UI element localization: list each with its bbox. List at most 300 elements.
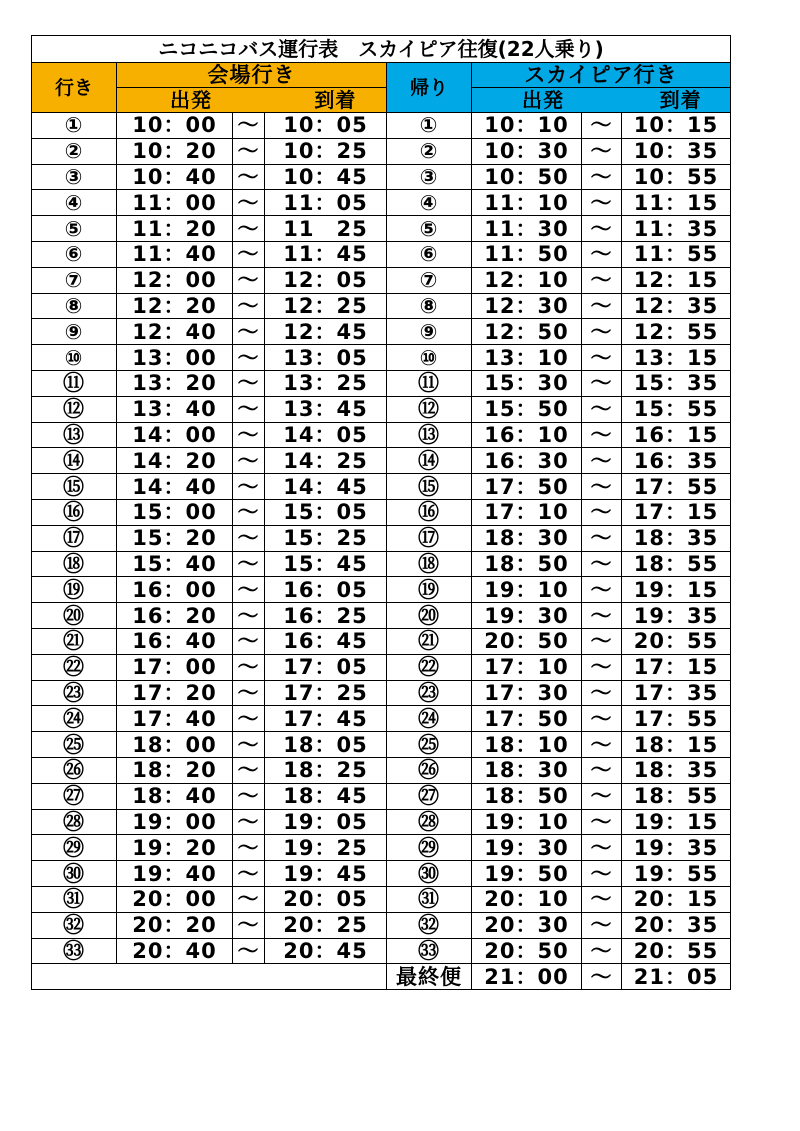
return-depart-time: 20：30 (472, 912, 582, 938)
outbound-depart-time: 10：40 (117, 164, 233, 190)
outbound-arrive-time: 11：05 (265, 190, 387, 216)
return-depart-time: 18：10 (472, 732, 582, 758)
outbound-depart-time: 20：20 (117, 912, 233, 938)
table-row (32, 809, 731, 835)
outbound-arrive-header: 到着 (314, 88, 357, 112)
outbound-trip-number: ⑫ (32, 396, 117, 422)
table-row (32, 783, 731, 809)
outbound-separator: ～ (233, 474, 265, 500)
outbound-depart-time: 17：40 (117, 706, 233, 732)
return-separator: ～ (582, 654, 622, 680)
return-separator: ～ (582, 577, 622, 603)
return-depart-time: 10：30 (472, 138, 582, 164)
return-depart-time: 11：50 (472, 241, 582, 267)
outbound-separator: ～ (233, 912, 265, 938)
return-separator: ～ (582, 190, 622, 216)
return-depart-time: 12：50 (472, 319, 582, 345)
return-trip-number: ㉗ (387, 783, 472, 809)
return-separator: ～ (582, 680, 622, 706)
outbound-trip-number: ㉒ (32, 654, 117, 680)
return-trip-number: ⑯ (387, 499, 472, 525)
outbound-trip-number: ㉕ (32, 732, 117, 758)
return-arrive-time: 18：15 (622, 732, 731, 758)
return-separator: ～ (582, 396, 622, 422)
return-depart-time: 15：30 (472, 370, 582, 396)
outbound-arrive-time: 13：05 (265, 345, 387, 371)
outbound-trip-number: ⑤ (32, 216, 117, 242)
return-arrive-time: 17：55 (622, 474, 731, 500)
return-arrive-time: 15：55 (622, 396, 731, 422)
outbound-arrive-time: 15：25 (265, 525, 387, 551)
return-depart-time: 20：50 (472, 628, 582, 654)
return-trip-number: ㉔ (387, 706, 472, 732)
outbound-trip-number: ㉓ (32, 680, 117, 706)
outbound-arrive-time: 12：05 (265, 267, 387, 293)
return-depart-time: 19：30 (472, 603, 582, 629)
outbound-depart-time: 19：20 (117, 835, 233, 861)
outbound-arrive-time: 12：25 (265, 293, 387, 319)
return-separator: ～ (582, 809, 622, 835)
outbound-trip-number: ⑥ (32, 241, 117, 267)
return-depart-time: 18：50 (472, 783, 582, 809)
last-trip-row (32, 964, 731, 990)
return-depart-header: 出発 (521, 88, 564, 112)
return-arrive-time: 12：15 (622, 267, 731, 293)
return-trip-number: ⑩ (387, 345, 472, 371)
outbound-depart-time: 13：20 (117, 370, 233, 396)
table-row (32, 396, 731, 422)
outbound-arrive-time: 20：45 (265, 938, 387, 964)
return-separator: ～ (582, 113, 622, 139)
return-separator: ～ (582, 628, 622, 654)
outbound-depart-time: 18：20 (117, 757, 233, 783)
return-depart-time: 10：50 (472, 164, 582, 190)
return-arrive-time: 17：15 (622, 499, 731, 525)
outbound-trip-number: ㉘ (32, 809, 117, 835)
outbound-separator: ～ (233, 732, 265, 758)
return-trip-number: ㉝ (387, 938, 472, 964)
return-depart-time: 19：10 (472, 577, 582, 603)
outbound-depart-time: 14：20 (117, 448, 233, 474)
outbound-arrive-time: 14：45 (265, 474, 387, 500)
return-trip-number: ⑮ (387, 474, 472, 500)
outbound-trip-number: ⑦ (32, 267, 117, 293)
page-title: ニコニコバス運行表 スカイピア往復(22人乗り) (32, 36, 731, 63)
return-depart-time: 10：10 (472, 113, 582, 139)
outbound-depart-time: 11：20 (117, 216, 233, 242)
outbound-trip-number: ② (32, 138, 117, 164)
outbound-depart-header: 出発 (169, 88, 212, 112)
outbound-depart-time: 15：20 (117, 525, 233, 551)
outbound-separator: ～ (233, 603, 265, 629)
return-separator: ～ (582, 319, 622, 345)
header-row-2 (32, 88, 731, 113)
table-row (32, 680, 731, 706)
return-arrive-time: 20：55 (622, 628, 731, 654)
outbound-trip-number: ㉜ (32, 912, 117, 938)
outbound-depart-time: 19：40 (117, 861, 233, 887)
return-trip-number: ⑲ (387, 577, 472, 603)
table-row (32, 190, 731, 216)
return-trip-number: ② (387, 138, 472, 164)
return-trip-number: ⑦ (387, 267, 472, 293)
return-depart-time: 18：30 (472, 525, 582, 551)
return-depart-time: 17：50 (472, 706, 582, 732)
outbound-arrive-time: 19：25 (265, 835, 387, 861)
outbound-depart-time: 12：40 (117, 319, 233, 345)
outbound-trip-number: ㉖ (32, 757, 117, 783)
return-depart-time: 17：10 (472, 654, 582, 680)
return-arrive-time: 19：15 (622, 809, 731, 835)
return-arrive-time: 16：35 (622, 448, 731, 474)
outbound-separator: ～ (233, 938, 265, 964)
return-separator: ～ (582, 370, 622, 396)
return-arrive-time: 11：35 (622, 216, 731, 242)
last-trip-separator: ～ (582, 964, 622, 990)
return-separator: ～ (582, 861, 622, 887)
return-separator: ～ (582, 938, 622, 964)
outbound-trip-number: ㉛ (32, 886, 117, 912)
title-row (32, 36, 731, 63)
table-row (32, 654, 731, 680)
outbound-arrive-time: 17：45 (265, 706, 387, 732)
outbound-arrive-time: 19：05 (265, 809, 387, 835)
outbound-separator: ～ (233, 706, 265, 732)
return-depart-time: 11：30 (472, 216, 582, 242)
outbound-separator: ～ (233, 164, 265, 190)
return-depart-time: 18：30 (472, 757, 582, 783)
outbound-separator: ～ (233, 113, 265, 139)
return-trip-number: ① (387, 113, 472, 139)
return-separator: ～ (582, 345, 622, 371)
return-arrive-time: 12：55 (622, 319, 731, 345)
return-separator: ～ (582, 293, 622, 319)
return-subheader (472, 88, 731, 113)
outbound-trip-number: ㉑ (32, 628, 117, 654)
outbound-depart-time: 14：40 (117, 474, 233, 500)
table-row (32, 499, 731, 525)
return-arrive-time: 19：55 (622, 861, 731, 887)
outbound-arrive-time: 16：45 (265, 628, 387, 654)
outbound-arrive-time: 18：25 (265, 757, 387, 783)
return-trip-number: ⑰ (387, 525, 472, 551)
return-depart-time: 16：30 (472, 448, 582, 474)
outbound-separator: ～ (233, 861, 265, 887)
outbound-depart-time: 16：20 (117, 603, 233, 629)
table-row (32, 370, 731, 396)
return-trip-number: ⑫ (387, 396, 472, 422)
return-depart-time: 17：30 (472, 680, 582, 706)
last-trip-label: 最終便 (387, 964, 472, 990)
outbound-separator: ～ (233, 835, 265, 861)
return-separator: ～ (582, 886, 622, 912)
outbound-arrive-time: 17：25 (265, 680, 387, 706)
table-row (32, 886, 731, 912)
outbound-trip-number: ⑲ (32, 577, 117, 603)
return-trip-number: ⑨ (387, 319, 472, 345)
outbound-separator: ～ (233, 370, 265, 396)
return-arrive-time: 17：15 (622, 654, 731, 680)
table-row (32, 241, 731, 267)
return-separator: ～ (582, 912, 622, 938)
outbound-arrive-time: 15：45 (265, 551, 387, 577)
table-row (32, 448, 731, 474)
table-row (32, 138, 731, 164)
return-depart-time: 19：10 (472, 809, 582, 835)
outbound-arrive-time: 17：05 (265, 654, 387, 680)
return-trip-number: ⑤ (387, 216, 472, 242)
table-row (32, 861, 731, 887)
outbound-separator: ～ (233, 525, 265, 551)
outbound-trip-number: ⑳ (32, 603, 117, 629)
outbound-depart-time: 12：00 (117, 267, 233, 293)
table-row (32, 474, 731, 500)
return-separator: ～ (582, 551, 622, 577)
outbound-separator: ～ (233, 319, 265, 345)
outbound-separator: ～ (233, 448, 265, 474)
return-arrive-time: 15：35 (622, 370, 731, 396)
outbound-arrive-time: 10：45 (265, 164, 387, 190)
return-arrive-time: 16：15 (622, 422, 731, 448)
return-trip-number: ㉛ (387, 886, 472, 912)
return-arrive-time: 10：15 (622, 113, 731, 139)
table-row (32, 938, 731, 964)
return-separator: ～ (582, 216, 622, 242)
outbound-depart-time: 11：00 (117, 190, 233, 216)
outbound-depart-time: 17：00 (117, 654, 233, 680)
return-separator: ～ (582, 603, 622, 629)
return-separator: ～ (582, 164, 622, 190)
table-row (32, 706, 731, 732)
return-depart-time: 12：30 (472, 293, 582, 319)
outbound-subheader (117, 88, 387, 113)
table-row (32, 912, 731, 938)
outbound-depart-time: 12：20 (117, 293, 233, 319)
return-trip-number: ㉖ (387, 757, 472, 783)
return-trip-number: ⑬ (387, 422, 472, 448)
return-separator: ～ (582, 138, 622, 164)
outbound-depart-time: 13：40 (117, 396, 233, 422)
outbound-arrive-time: 14：05 (265, 422, 387, 448)
return-separator: ～ (582, 422, 622, 448)
return-separator: ～ (582, 474, 622, 500)
table-row (32, 835, 731, 861)
outbound-trip-number: ⑯ (32, 499, 117, 525)
outbound-trip-number: ㉗ (32, 783, 117, 809)
return-arrive-time: 19：35 (622, 603, 731, 629)
return-depart-time: 13：10 (472, 345, 582, 371)
return-separator: ～ (582, 783, 622, 809)
table-row (32, 525, 731, 551)
table-row (32, 216, 731, 242)
outbound-separator: ～ (233, 577, 265, 603)
table-row (32, 422, 731, 448)
outbound-arrive-time: 16：05 (265, 577, 387, 603)
outbound-separator: ～ (233, 345, 265, 371)
outbound-depart-time: 15：00 (117, 499, 233, 525)
outbound-separator: ～ (233, 138, 265, 164)
outbound-separator: ～ (233, 783, 265, 809)
return-depart-time: 19：30 (472, 835, 582, 861)
outbound-depart-time: 19：00 (117, 809, 233, 835)
header-row-1 (32, 63, 731, 88)
return-depart-time: 20：10 (472, 886, 582, 912)
last-trip-depart-time: 21：00 (472, 964, 582, 990)
outbound-arrive-time: 10：25 (265, 138, 387, 164)
return-depart-time: 16：10 (472, 422, 582, 448)
return-arrive-time: 20：55 (622, 938, 731, 964)
return-destination-header: スカイピア行き (472, 63, 731, 88)
outbound-trip-number: ⑨ (32, 319, 117, 345)
return-arrive-time: 10：35 (622, 138, 731, 164)
outbound-depart-time: 17：20 (117, 680, 233, 706)
outbound-trip-number: ④ (32, 190, 117, 216)
outbound-arrive-time: 11：45 (265, 241, 387, 267)
return-arrive-time: 13：15 (622, 345, 731, 371)
return-depart-time: 15：50 (472, 396, 582, 422)
outbound-trip-number: ㉙ (32, 835, 117, 861)
outbound-arrive-time: 11 25 (265, 216, 387, 242)
return-trip-number: ③ (387, 164, 472, 190)
bus-timetable (31, 35, 731, 990)
table-row (32, 164, 731, 190)
return-depart-time: 11：10 (472, 190, 582, 216)
return-arrive-time: 11：55 (622, 241, 731, 267)
outbound-trip-number: ⑱ (32, 551, 117, 577)
outbound-separator: ～ (233, 809, 265, 835)
outbound-arrive-time: 20：05 (265, 886, 387, 912)
outbound-separator: ～ (233, 551, 265, 577)
return-separator: ～ (582, 706, 622, 732)
return-arrive-time: 10：55 (622, 164, 731, 190)
outbound-arrive-time: 19：45 (265, 861, 387, 887)
return-trip-number: ㉒ (387, 654, 472, 680)
return-arrive-time: 20：35 (622, 912, 731, 938)
return-trip-number: ㉑ (387, 628, 472, 654)
return-separator: ～ (582, 241, 622, 267)
return-trip-number: ⑧ (387, 293, 472, 319)
return-separator: ～ (582, 267, 622, 293)
return-depart-time: 20：50 (472, 938, 582, 964)
outbound-separator: ～ (233, 190, 265, 216)
return-arrive-time: 17：35 (622, 680, 731, 706)
return-trip-number: ㉘ (387, 809, 472, 835)
outbound-depart-time: 18：00 (117, 732, 233, 758)
return-trip-number: ㉚ (387, 861, 472, 887)
return-trip-number: ⑭ (387, 448, 472, 474)
return-trip-number: ⑱ (387, 551, 472, 577)
return-depart-time: 17：10 (472, 499, 582, 525)
return-direction-label: 帰り (387, 63, 472, 113)
outbound-separator: ～ (233, 886, 265, 912)
return-depart-time: 12：10 (472, 267, 582, 293)
table-row (32, 319, 731, 345)
outbound-arrive-time: 10：05 (265, 113, 387, 139)
return-separator: ～ (582, 525, 622, 551)
return-depart-time: 18：50 (472, 551, 582, 577)
return-arrive-time: 11：15 (622, 190, 731, 216)
table-row (32, 628, 731, 654)
outbound-arrive-time: 18：45 (265, 783, 387, 809)
return-separator: ～ (582, 757, 622, 783)
return-depart-time: 19：50 (472, 861, 582, 887)
return-trip-number: ㉓ (387, 680, 472, 706)
return-trip-number: ⑪ (387, 370, 472, 396)
outbound-depart-time: 11：40 (117, 241, 233, 267)
outbound-destination-header: 会場行き (117, 63, 387, 88)
return-arrive-time: 20：15 (622, 886, 731, 912)
outbound-depart-time: 20：40 (117, 938, 233, 964)
outbound-depart-time: 15：40 (117, 551, 233, 577)
return-arrive-time: 19：35 (622, 835, 731, 861)
outbound-trip-number: ⑭ (32, 448, 117, 474)
return-arrive-header: 到着 (659, 88, 702, 112)
outbound-separator: ～ (233, 293, 265, 319)
outbound-arrive-time: 20：25 (265, 912, 387, 938)
return-arrive-time: 18：35 (622, 757, 731, 783)
outbound-trip-number: ① (32, 113, 117, 139)
outbound-trip-number: ⑧ (32, 293, 117, 319)
return-arrive-time: 12：35 (622, 293, 731, 319)
outbound-trip-number: ⑰ (32, 525, 117, 551)
outbound-separator: ～ (233, 680, 265, 706)
outbound-depart-time: 10：20 (117, 138, 233, 164)
table-row (32, 113, 731, 139)
outbound-arrive-time: 12：45 (265, 319, 387, 345)
outbound-separator: ～ (233, 499, 265, 525)
outbound-separator: ～ (233, 241, 265, 267)
outbound-separator: ～ (233, 396, 265, 422)
outbound-arrive-time: 16：25 (265, 603, 387, 629)
outbound-arrive-time: 13：25 (265, 370, 387, 396)
outbound-arrive-time: 13：45 (265, 396, 387, 422)
outbound-trip-number: ⑩ (32, 345, 117, 371)
table-row (32, 345, 731, 371)
return-arrive-time: 18：55 (622, 783, 731, 809)
return-trip-number: ㉜ (387, 912, 472, 938)
last-trip-arrive-time: 21：05 (622, 964, 731, 990)
return-depart-time: 17：50 (472, 474, 582, 500)
return-separator: ～ (582, 448, 622, 474)
outbound-trip-number: ⑬ (32, 422, 117, 448)
table-row (32, 267, 731, 293)
return-trip-number: ⑳ (387, 603, 472, 629)
return-trip-number: ㉕ (387, 732, 472, 758)
table-row (32, 757, 731, 783)
return-trip-number: ⑥ (387, 241, 472, 267)
outbound-depart-time: 16：00 (117, 577, 233, 603)
table-row (32, 551, 731, 577)
return-arrive-time: 19：15 (622, 577, 731, 603)
outbound-depart-time: 20：00 (117, 886, 233, 912)
blank-cell (32, 964, 387, 990)
return-trip-number: ④ (387, 190, 472, 216)
outbound-separator: ～ (233, 628, 265, 654)
outbound-depart-time: 18：40 (117, 783, 233, 809)
return-arrive-time: 17：55 (622, 706, 731, 732)
return-arrive-time: 18：55 (622, 551, 731, 577)
outbound-depart-time: 10：00 (117, 113, 233, 139)
outbound-separator: ～ (233, 216, 265, 242)
outbound-separator: ～ (233, 267, 265, 293)
outbound-direction-label: 行き (32, 63, 117, 113)
table-row (32, 732, 731, 758)
return-trip-number: ㉙ (387, 835, 472, 861)
table-row (32, 603, 731, 629)
outbound-depart-time: 14：00 (117, 422, 233, 448)
outbound-separator: ～ (233, 757, 265, 783)
outbound-trip-number: ㉚ (32, 861, 117, 887)
